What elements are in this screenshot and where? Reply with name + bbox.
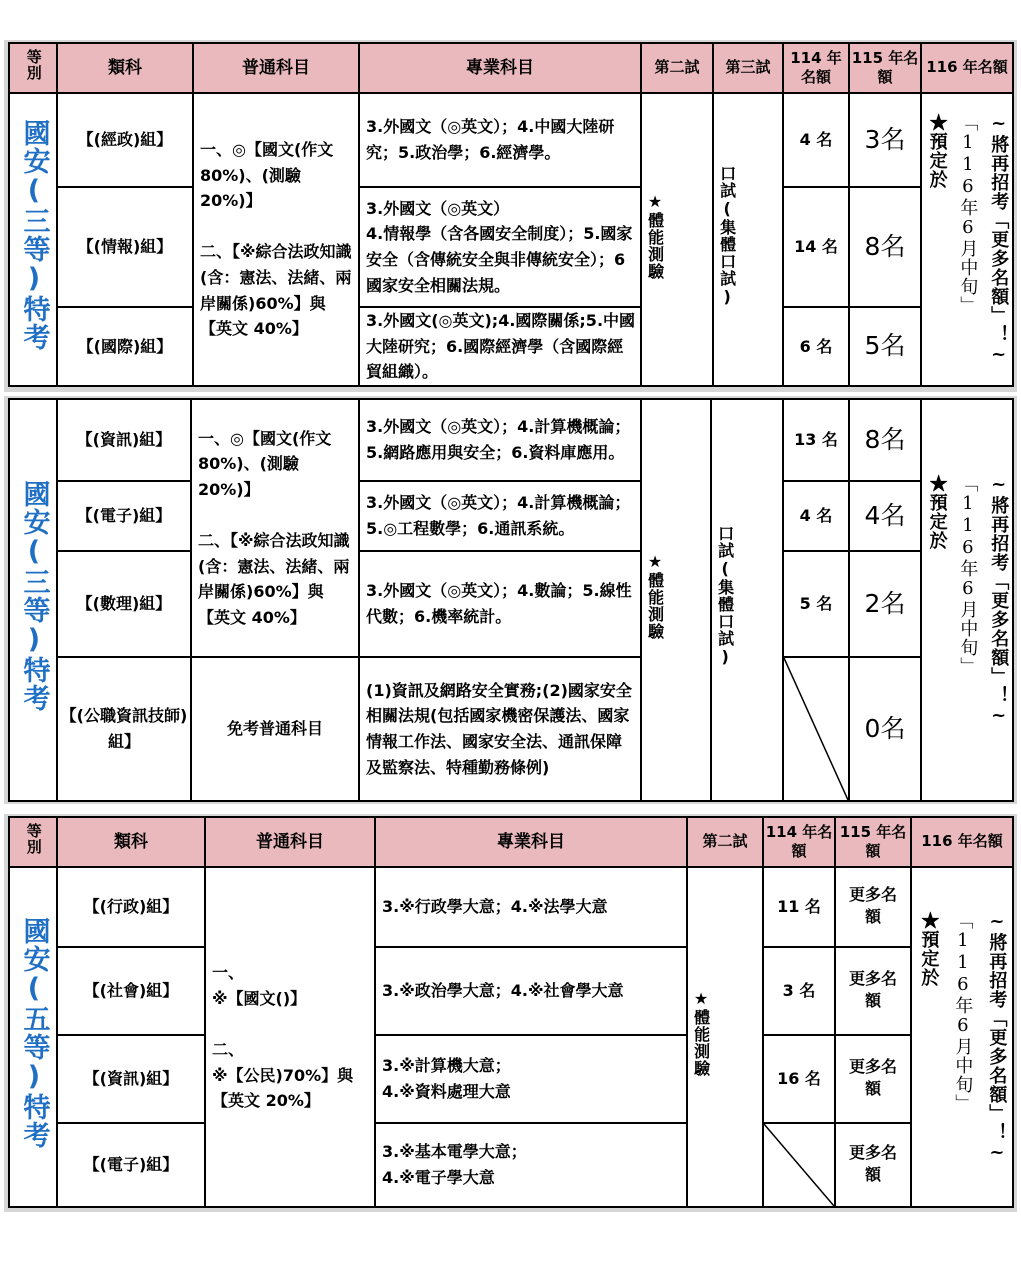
category-cell: 【(電子)組】 [57, 1123, 205, 1207]
quota-115: 更多名額 [835, 947, 911, 1035]
quota-114: 11 名 [763, 867, 835, 947]
professional-subjects: 3.外國文（◎英文）；4.數論；5.線性代數；6.機率統計。 [359, 551, 641, 657]
header-level: 等別 [9, 817, 57, 867]
header-category: 類科 [57, 43, 193, 93]
general-subjects: 免考普通科目 [191, 657, 359, 801]
quota-115: 更多名額 [835, 1123, 911, 1207]
header-114: 114 年名額 [783, 43, 849, 93]
header-116: 116 年名額 [911, 817, 1013, 867]
header-114: 114 年名額 [763, 817, 835, 867]
header-general: 普通科目 [193, 43, 359, 93]
header-category: 類科 [57, 817, 205, 867]
professional-subjects: 3.※基本電學大意； 4.※電子學大意 [375, 1123, 687, 1207]
quota-114: 6 名 [783, 307, 849, 386]
second-exam: ★體能測驗 [641, 399, 711, 801]
header-level: 等別 [9, 43, 57, 93]
future-note: ★預定於 「116年6月中旬」 ~將再招考「更多名額」！~ [911, 867, 1013, 1207]
quota-115: 4名 [849, 481, 921, 551]
quota-115: 8名 [849, 399, 921, 481]
category-cell: 【(電子)組】 [57, 481, 191, 551]
category-cell: 【(經政)組】 [57, 93, 193, 187]
level-label: 國安(五等)特考 [9, 867, 57, 1207]
category-cell: 【(行政)組】 [57, 867, 205, 947]
category-cell: 【(公職資訊技師)組】 [57, 657, 191, 801]
professional-subjects: 3.※計算機大意； 4.※資料處理大意 [375, 1035, 687, 1123]
table-section-1 [8, 42, 1014, 387]
future-note: ★預定於 「116年6月中旬」 ~將再招考「更多名額」！~ [921, 399, 1013, 801]
professional-subjects: 3.外國文(◎英文);4.國際關係;5.中國大陸研究；6.國際經濟學（含國際經貿組織）。 [359, 307, 641, 386]
quota-115: 更多名額 [835, 867, 911, 947]
quota-114: 16 名 [763, 1035, 835, 1123]
second-exam: ★體能測驗 [687, 867, 763, 1207]
quota-114: 14 名 [783, 187, 849, 307]
category-cell: 【(數理)組】 [57, 551, 191, 657]
professional-subjects: 3.外國文（◎英文） 4.情報學（含各國安全制度）；5.國家安全（含傳統安全與非傳統安全）；6國家安全相關法規。 [359, 187, 641, 307]
quota-114: 4 名 [783, 93, 849, 187]
quota-114: 13 名 [783, 399, 849, 481]
general-subjects: 一、 ※【國文()】 二、 ※【公民)70%】與【英文 20%】 [205, 867, 375, 1207]
quota-115: 0名 [849, 657, 921, 801]
quota-115: 3名 [849, 93, 921, 187]
quota-115: 2名 [849, 551, 921, 657]
quota-115: 5名 [849, 307, 921, 386]
professional-subjects: 3.外國文（◎英文）；4.計算機概論；5.◎工程數學；6.通訊系統。 [359, 481, 641, 551]
quota-114: 3 名 [763, 947, 835, 1035]
general-subjects: 一、◎【國文(作文 80%)、(測驗 20%)】 二、【※綜合法政知識(含：憲法、法緒、兩岸關係)60%】與【英文 40%】 [193, 93, 359, 386]
category-cell: 【(社會)組】 [57, 947, 205, 1035]
quota-114: 4 名 [783, 481, 849, 551]
quota-114 [763, 1123, 835, 1207]
general-subjects: 一、◎【國文(作文 80%)、(測驗 20%)】 二、【※綜合法政知識(含：憲法、法緒、兩岸關係)60%】與【英文 40%】 [191, 399, 359, 657]
category-cell: 【(資訊)組】 [57, 399, 191, 481]
third-exam: 口試(集體口試) [713, 93, 783, 386]
header-115: 115 年名額 [849, 43, 921, 93]
level-label: 國安(三等)特考 [9, 399, 57, 801]
third-exam: 口試(集體口試) [711, 399, 783, 801]
quota-114 [783, 657, 849, 801]
professional-subjects: 3.※政治學大意；4.※社會學大意 [375, 947, 687, 1035]
quota-115: 更多名額 [835, 1035, 911, 1123]
header-general: 普通科目 [205, 817, 375, 867]
category-cell: 【(國際)組】 [57, 307, 193, 386]
category-cell: 【(資訊)組】 [57, 1035, 205, 1123]
header-third: 第三試 [713, 43, 783, 93]
second-exam: ★體能測驗 [641, 93, 713, 386]
professional-subjects: (1)資訊及網路安全實務;(2)國家安全相關法規(包括國家機密保護法、國家情報工作法、國家安全法、通訊保障及監察法、特種勤務條例) [359, 657, 641, 801]
header-professional: 專業科目 [375, 817, 687, 867]
quota-115: 8名 [849, 187, 921, 307]
level-label: 國安(三等)特考 [9, 93, 57, 386]
table-section-2 [8, 398, 1014, 802]
header-116: 116 年名額 [921, 43, 1013, 93]
header-115: 115 年名額 [835, 817, 911, 867]
professional-subjects: 3.外國文（◎英文）；4.計算機概論；5.網路應用與安全；6.資料庫應用。 [359, 399, 641, 481]
header-professional: 專業科目 [359, 43, 641, 93]
category-cell: 【(情報)組】 [57, 187, 193, 307]
professional-subjects: 3.※行政學大意；4.※法學大意 [375, 867, 687, 947]
header-second: 第二試 [687, 817, 763, 867]
quota-114: 5 名 [783, 551, 849, 657]
table-section-3 [8, 816, 1014, 1208]
future-note: ★預定於 「116年6月中旬」 ~將再招考「更多名額」！~ [921, 93, 1013, 386]
header-second: 第二試 [641, 43, 713, 93]
professional-subjects: 3.外國文（◎英文）；4.中國大陸研究；5.政治學；6.經濟學。 [359, 93, 641, 187]
